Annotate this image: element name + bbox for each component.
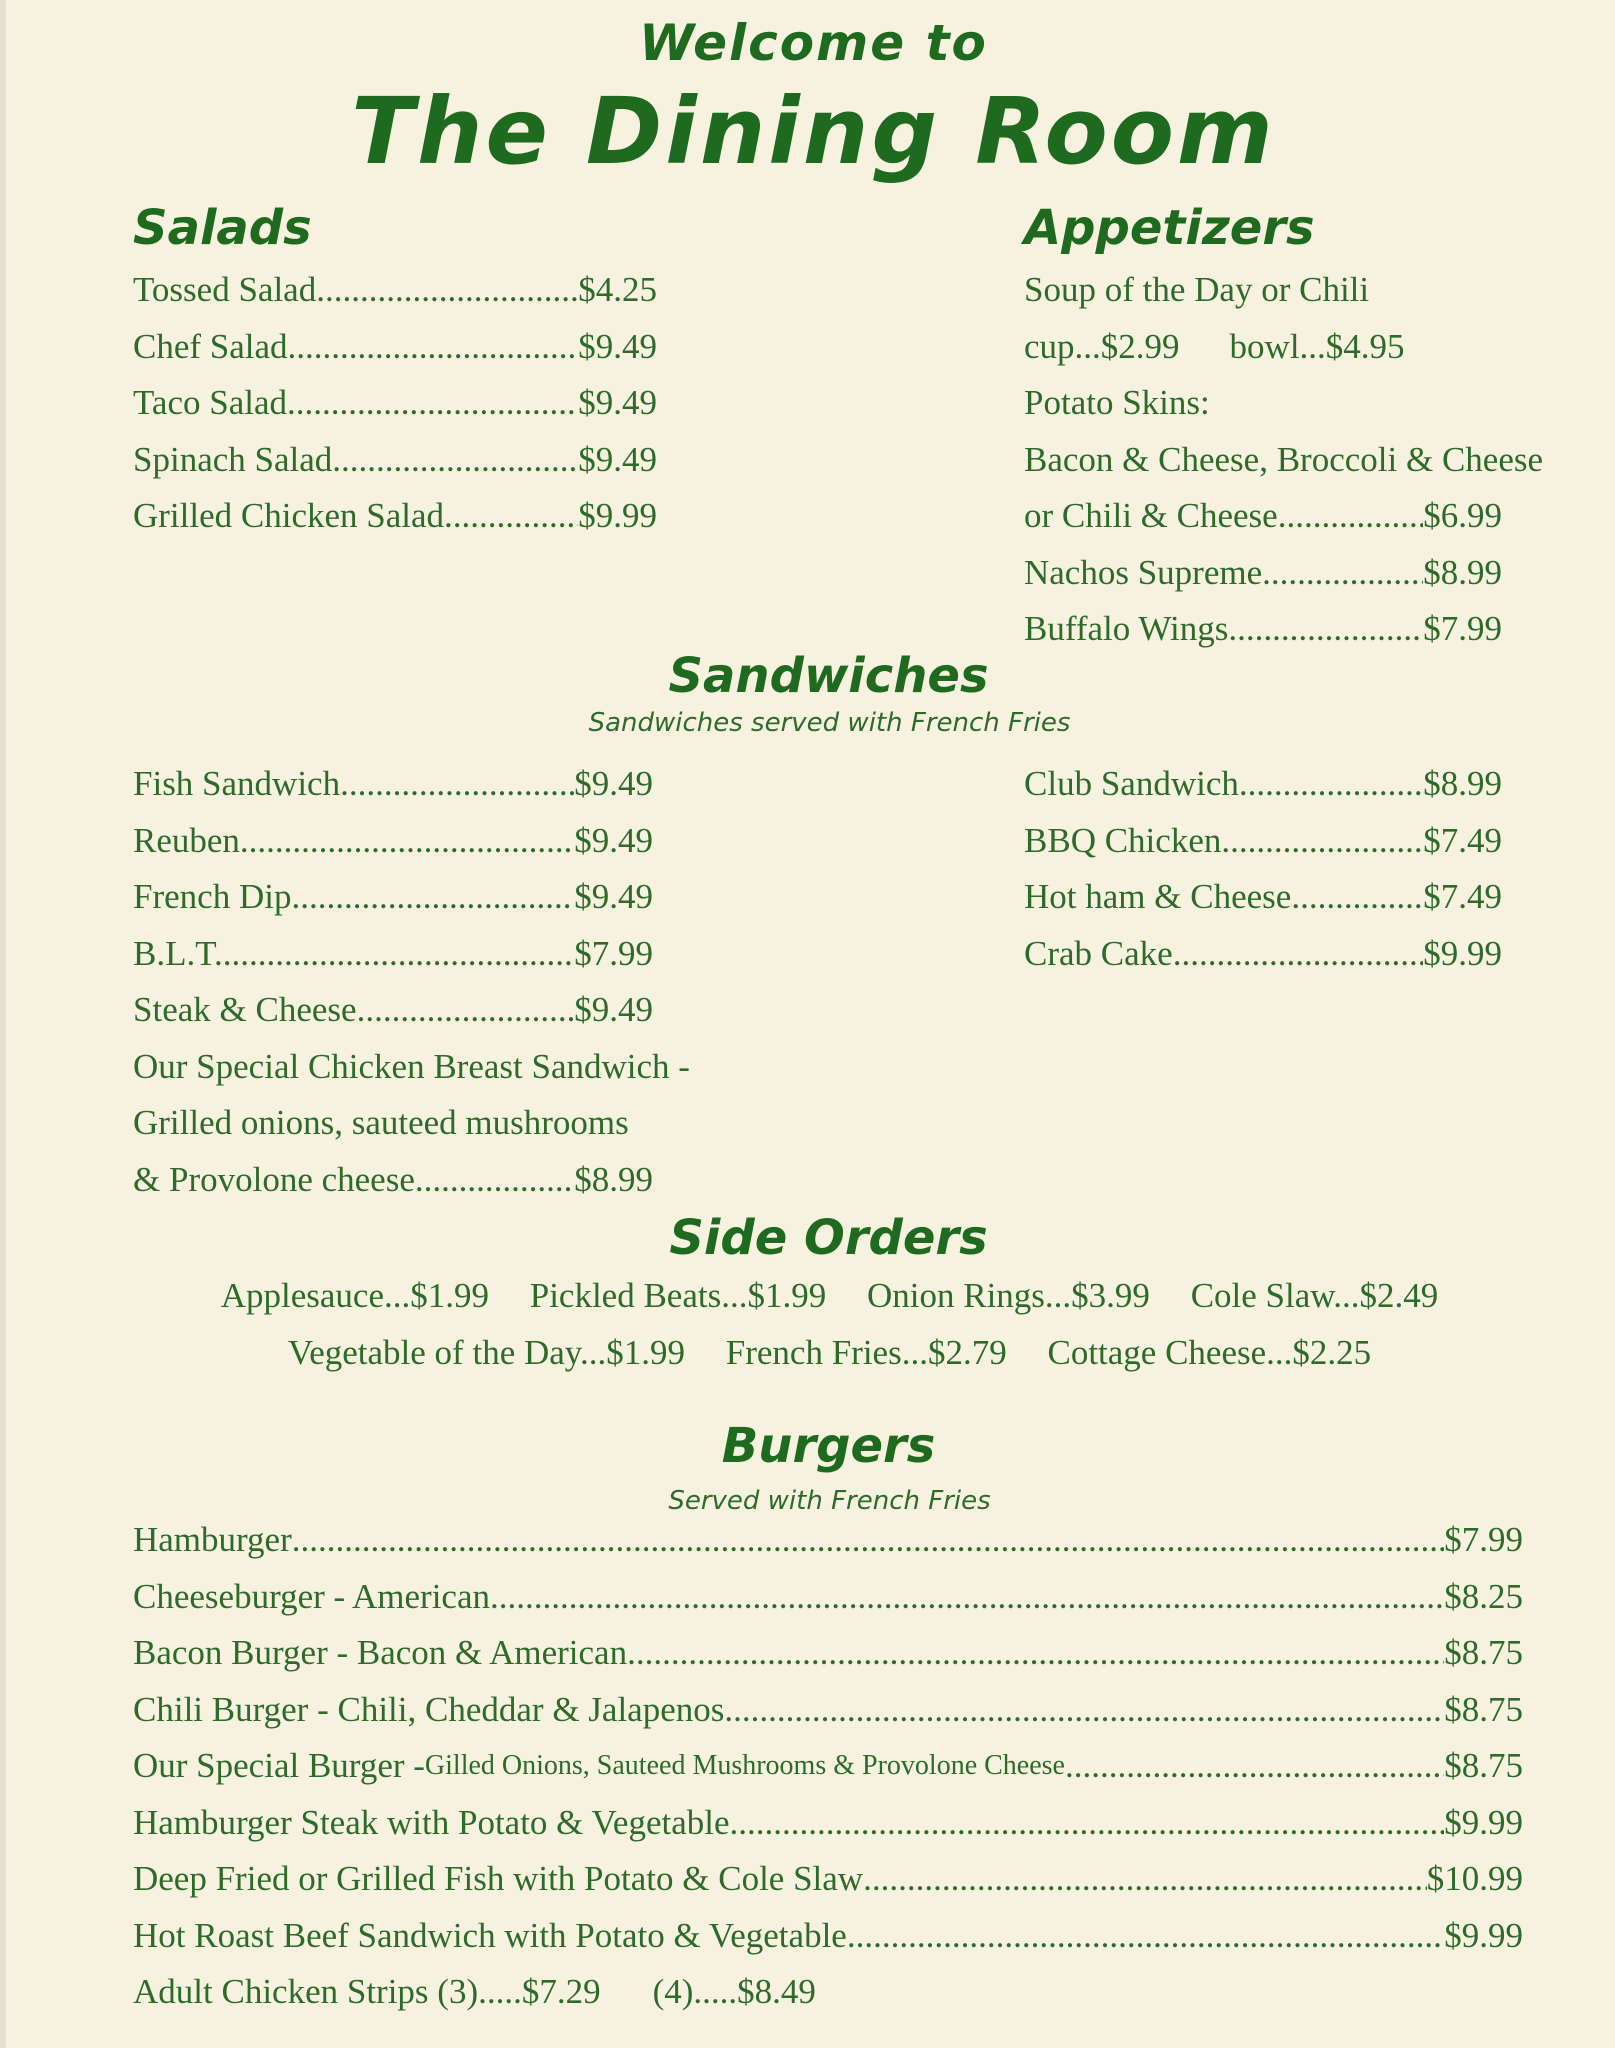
item-name: Club Sandwich [1024,764,1239,803]
sandwiches-subtitle: Sandwiches served with French Fries [588,708,1071,738]
special-sandwich-line1: Our Special Chicken Breast Sandwich - [133,1046,690,1086]
skins-options: Bacon & Cheese, Broccoli & Cheese [1024,439,1544,479]
item-name: Reuben [133,820,240,860]
item-price: $9.49 [574,990,653,1029]
menu-item [133,1738,1523,1795]
menu-item [1024,926,1502,983]
item-price: $9.49 [574,877,653,916]
item-price: $9.49 [574,820,653,860]
side-item: Pickled Beats...$1.99 [529,1276,827,1315]
item-name: Grilled Chicken Salad [133,496,445,535]
item-price: $8.75 [1444,1633,1523,1672]
item-price: $8.75 [1444,1746,1523,1785]
restaurant-title: The Dining Room [351,78,1276,185]
item-price: $8.99 [574,1159,653,1199]
salads-title: Salads [133,200,312,256]
item-name: Our Special Burger - [133,1746,425,1785]
item-name: B.L.T. [133,933,223,973]
item-name: Hamburger [133,1520,292,1559]
item-name: Tossed Salad [133,270,317,309]
side-item: French Fries...$2.79 [725,1333,1007,1372]
menu-item [133,1625,1523,1682]
special-sandwich-line2: Grilled onions, sauteed mushrooms [133,1103,629,1142]
item-name: & Provolone cheese [133,1159,415,1199]
item-price: $7.99 [1444,1520,1523,1559]
menu-item [1024,488,1502,545]
item-price: $9.99 [1423,933,1502,973]
menu-item [133,813,653,870]
item-name: Chef Salad [133,326,288,366]
item-name: Hamburger Steak with Potato & Vegetable [133,1802,730,1842]
soup-prices [1024,319,1604,376]
item-price: $9.49 [578,383,657,422]
item-price: $8.75 [1444,1689,1523,1729]
side-item: Cole Slaw...$2.49 [1190,1276,1439,1315]
welcome-heading: Welcome to [639,14,988,72]
sandwiches-left-list [133,756,690,1208]
item-price: $8.99 [1423,552,1502,592]
salads-list [133,262,657,545]
item-name: BBQ Chicken [1024,820,1222,860]
item-name: Deep Fried or Grilled Fish with Potato & Cole Slaw [133,1859,864,1898]
chicken-strips-line [133,1964,1523,2021]
menu-item [133,1682,1523,1739]
burgers-list [133,1512,1523,2021]
item-name: Fish Sandwich [133,764,341,803]
menu-item [1024,813,1502,870]
menu-item [133,1152,653,1209]
item-price: $8.99 [1423,764,1502,803]
item-name: Hot ham & Cheese [1024,877,1292,916]
strips-3-price: Adult Chicken Strips (3).....$7.29 [133,1972,601,2011]
item-price: $9.99 [1444,1915,1523,1955]
menu-item [133,375,657,432]
item-name: Hot Roast Beef Sandwich with Potato & Vegetable [133,1915,847,1955]
appetizers-list [1024,262,1604,658]
sides-line2 [22,1333,1615,1373]
burgers-title: Burgers [721,1418,936,1474]
item-price: $7.49 [1423,820,1502,860]
menu-item [133,869,653,926]
menu-item [133,262,657,319]
item-name: Bacon Burger - Bacon & American [133,1633,628,1672]
cup-price: cup...$2.99 [1024,326,1180,366]
item-price: $9.49 [574,764,653,803]
item-name: Steak & Cheese [133,990,357,1029]
appetizers-title: Appetizers [1024,200,1315,256]
item-name: Cheeseburger - American [133,1576,490,1616]
item-name: Crab Cake [1024,933,1173,973]
item-name: Buffalo Wings [1024,609,1229,648]
skins-label: Potato Skins: [1024,383,1210,422]
burgers-subtitle: Served with French Fries [668,1486,991,1516]
sandwiches-right-list [1024,756,1502,982]
item-name: Chili Burger - Chili, Cheddar & Jalapenos [133,1689,725,1729]
side-item: Cottage Cheese...$2.25 [1047,1333,1372,1372]
menu-item [133,432,657,489]
sides-title: Side Orders [669,1210,988,1266]
item-price: $7.49 [1423,877,1502,916]
menu-item [133,1569,1523,1626]
item-price: $9.99 [1444,1802,1523,1842]
menu-item [1024,756,1502,813]
item-detail: Gilled Onions, Sauteed Mushrooms & Provolone Cheese [424,1750,1065,1781]
item-name: Taco Salad [133,383,288,422]
menu-item [133,982,653,1039]
menu-item [133,1512,1523,1569]
item-name: Nachos Supreme [1024,552,1263,592]
menu-item [1024,545,1502,602]
strips-4-price: (4).....$8.49 [652,1972,816,2011]
item-price: $9.49 [578,326,657,366]
menu-item [133,1851,1523,1908]
menu-item [133,319,657,376]
item-price: $9.49 [578,439,657,479]
sides-line1 [22,1276,1615,1316]
item-price: $4.25 [578,270,657,309]
item-price: $7.99 [574,933,653,973]
side-item: Applesauce...$1.99 [220,1276,489,1315]
soup-line: Soup of the Day or Chili [1024,270,1370,309]
menu-item [1024,869,1502,926]
side-item: Onion Rings...$3.99 [866,1276,1150,1315]
sandwiches-title: Sandwiches [668,648,989,704]
item-name: or Chili & Cheese [1024,496,1278,535]
item-price: $9.99 [578,496,657,535]
menu-item [133,1908,1523,1965]
menu-item [133,756,653,813]
item-price: $6.99 [1423,496,1502,535]
item-price: $8.25 [1444,1576,1523,1616]
menu-item [133,488,657,545]
bowl-price: bowl...$4.95 [1229,326,1405,366]
menu-item [133,1795,1523,1852]
side-item: Vegetable of the Day...$1.99 [287,1333,686,1372]
item-name: French Dip [133,877,292,916]
item-price: $10.99 [1426,1859,1523,1898]
menu-item [133,926,653,983]
item-price: $7.99 [1423,609,1502,648]
item-name: Spinach Salad [133,439,333,479]
